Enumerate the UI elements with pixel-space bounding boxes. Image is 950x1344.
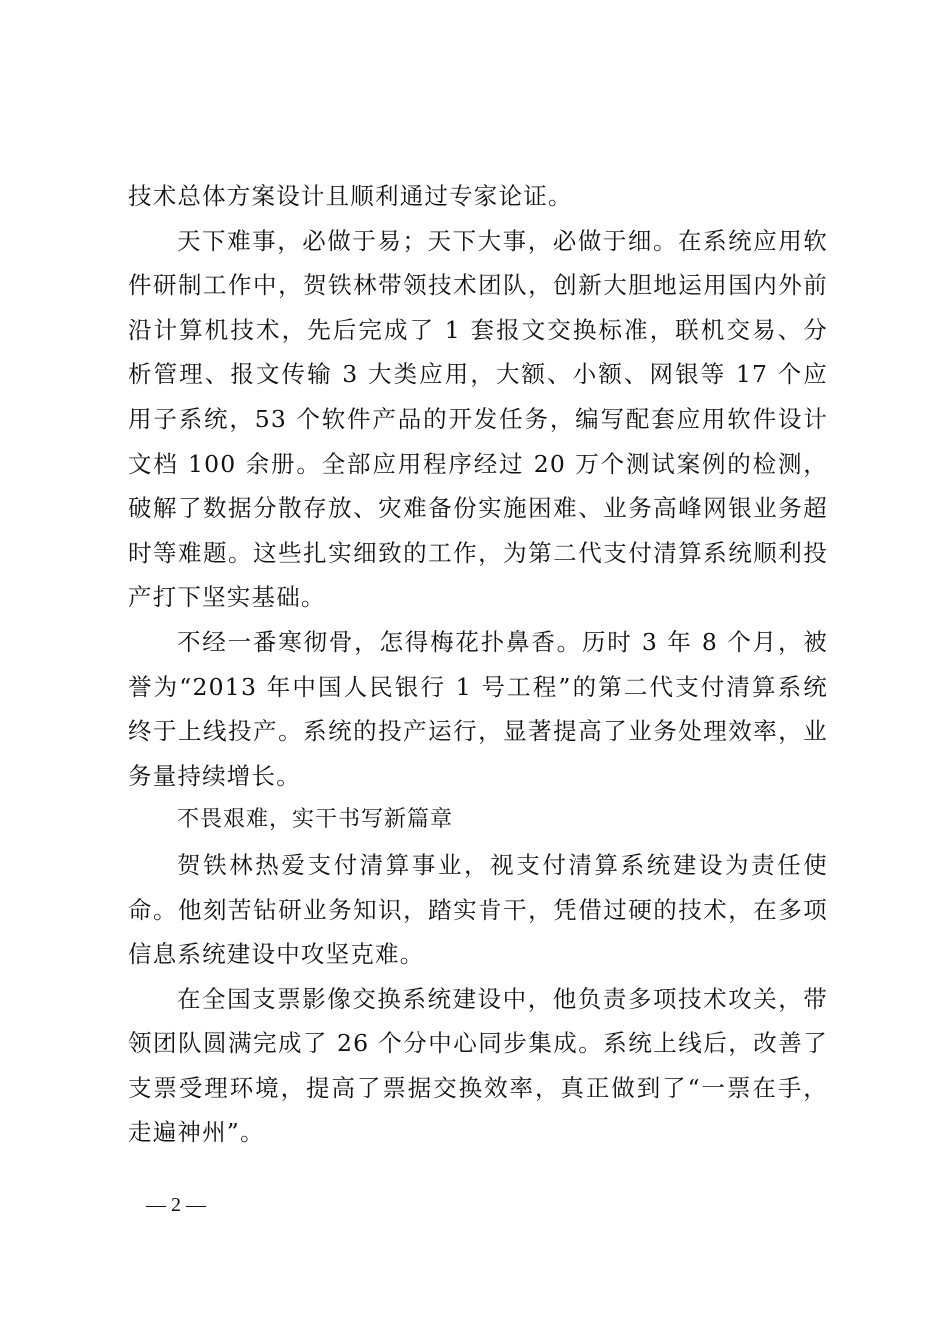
paragraph-cheque-image-system: 在全国支票影像交换系统建设中，他负责多项技术攻关，带领团队圆满完成了 26 个分中心同步集成。系统上线后，改善了支票受理环境，提高了票据交换效率，真正做到了“一票在手，走遍神州”。 [128, 984, 828, 1147]
paragraph-continuation: 技术总体方案设计且顺利通过专家论证。 [128, 182, 573, 210]
paragraph-dedication: 贺铁林热爱支付清算事业，视支付清算系统建设为责任使命。他刻苦钻研业务知识，踏实肯干，凭借过硬的技术，在多项信息系统建设中攻坚克难。 [128, 850, 828, 969]
page-number: — 2 — [146, 1194, 206, 1216]
document-body [128, 174, 828, 1155]
paragraph-software-development: 天下难事，必做于易；天下大事，必做于细。在系统应用软件研制工作中，贺铁林带领技术团队，创新大胆地运用国内外前沿计算机技术，先后完成了 1 套报文交换标准，联机交易、分析管理、报文传输 3 大类应用，大额、小额、网银等 17 个应用子系统，53 个软件产品的开发任务，编写配套应用软件设计文档 100 余册。全部应用程序经过 20 万个测试案例的检测，破解了数据分散存放、灾难备份实施困难、业务高峰网银业务超时等难题。这些扎实细致的工作，为第二代支付清算系统顺利投产打下坚实基础。 [128, 226, 829, 612]
paragraph-system-launch: 不经一番寒彻骨，怎得梅花扑鼻香。历时 3 年 8 个月，被誉为“2013 年中国人民银行 1 号工程”的第二代支付清算系统终于上线投产。系统的投产运行，显著提高了业务处理效率，业务量持续增长。 [128, 627, 828, 790]
section-heading: 不畏艰难，实干书写新篇章 [177, 807, 454, 833]
